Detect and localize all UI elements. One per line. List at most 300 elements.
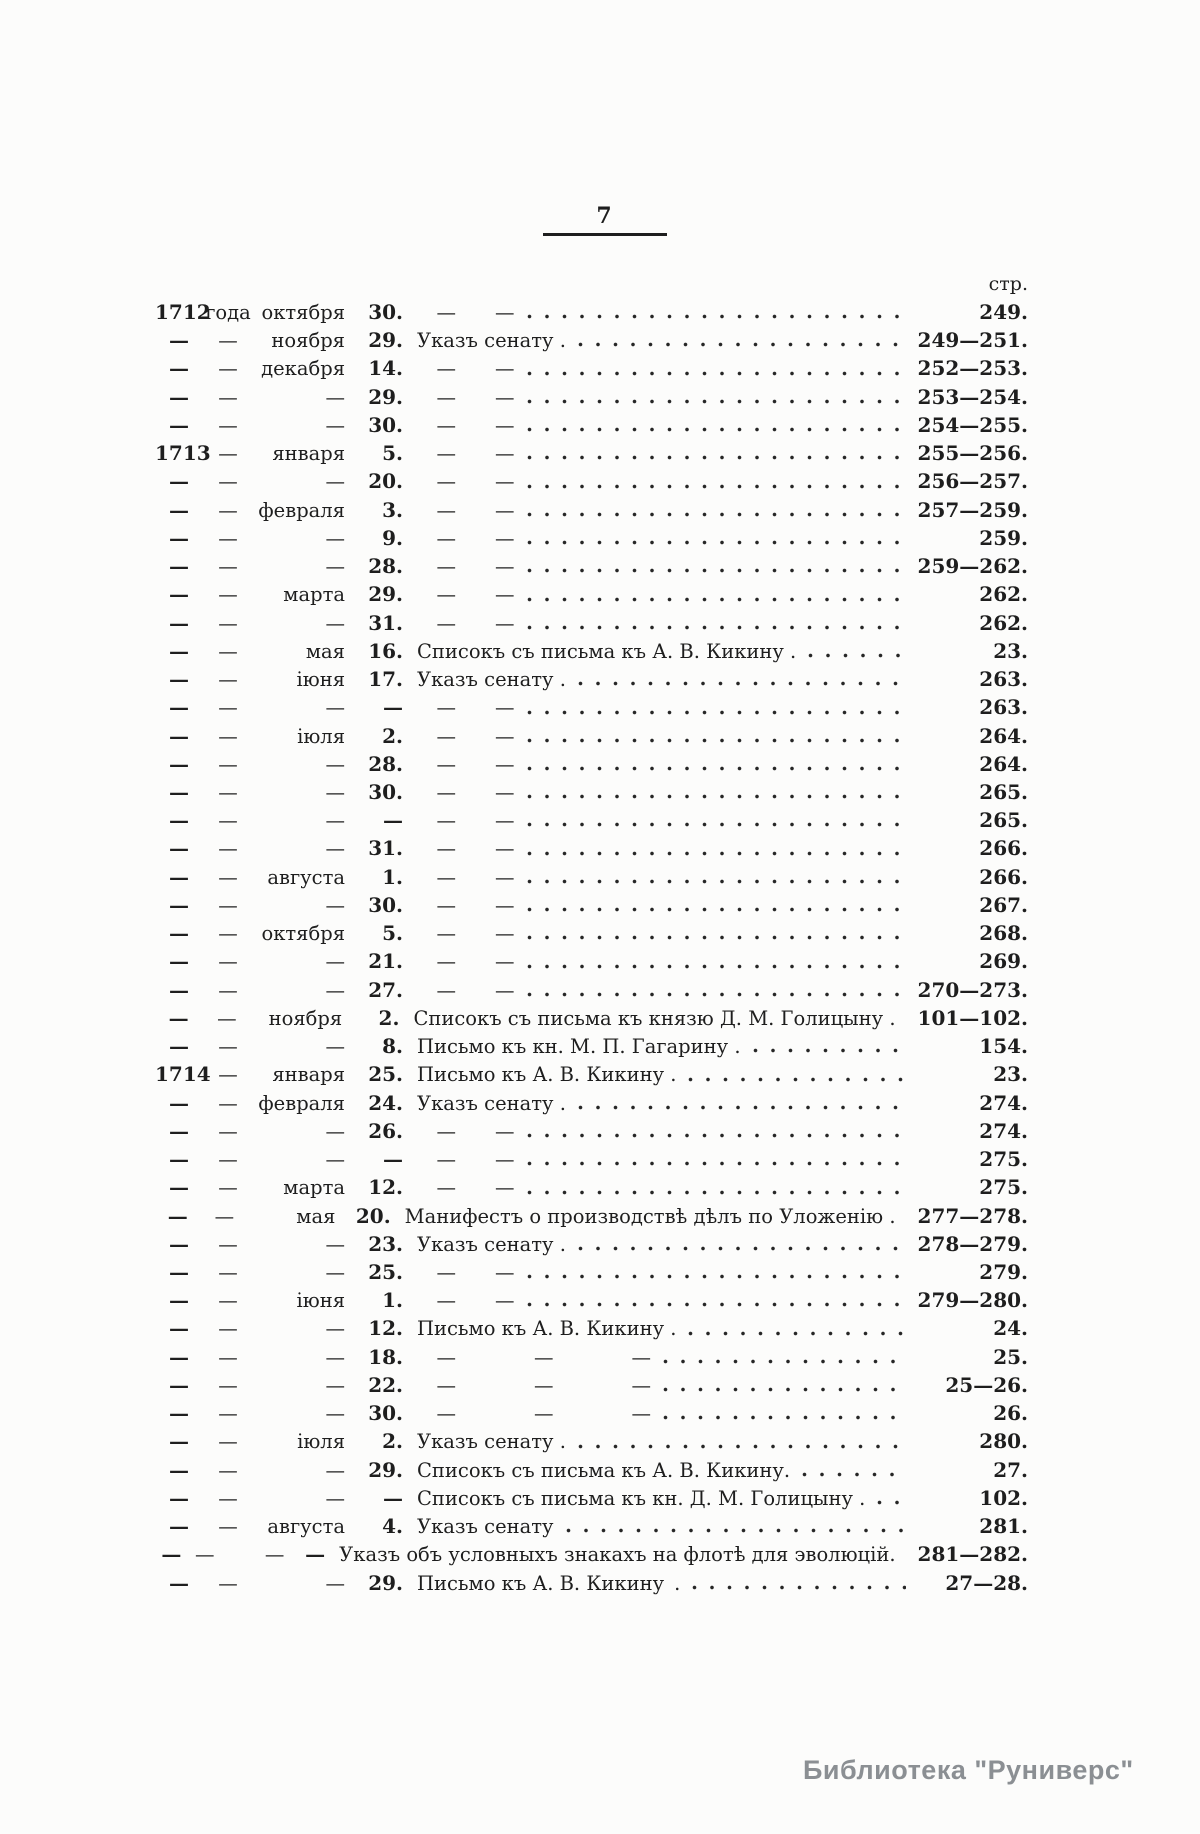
dot-leader [527,992,907,997]
toc-year: — [169,497,189,522]
toc-page: 274. [979,1118,1028,1143]
toc-year-word: — [218,526,238,550]
toc-day: 24. [368,1090,403,1115]
toc-year-word: — [218,639,238,663]
toc-day: 31. [368,836,403,861]
toc-year: — [169,1514,189,1539]
dot-leader [527,1133,907,1138]
dot-leader [527,766,907,771]
toc-day: 30. [368,412,403,437]
toc-month: — [325,1148,345,1172]
toc-day: 29. [368,582,403,607]
toc-title: — — [417,583,515,607]
toc-year: — [169,384,189,409]
toc-year: — [169,921,189,946]
toc-page: 259. [979,525,1028,550]
toc-year: — [168,1005,189,1030]
toc-title: — — [417,724,515,748]
toc-title: — — [417,696,515,720]
toc-year: — [169,892,189,917]
toc-year-word: — [218,555,238,579]
toc-page: 263. [979,667,1028,692]
toc-month: іюля [297,724,345,748]
dot-leader [663,1359,906,1364]
page-number-header [0,203,1200,229]
toc-title: — — [417,1148,515,1172]
toc-year-word: — [218,1317,238,1341]
toc-year: — [169,723,189,748]
toc-page: 259—262. [917,554,1028,579]
toc-day: 12. [368,1316,403,1341]
toc-year-word: — [218,1260,238,1284]
toc-title: — — [417,780,515,804]
toc-page: 264. [979,723,1028,748]
toc-title: — — — [417,1345,651,1369]
toc-day: — [383,808,403,833]
toc-page: 154. [979,1034,1028,1059]
toc-row [155,298,1030,326]
toc-month: — [264,1543,285,1567]
toc-title: Списокъ съ письма къ князю Д. М. Голицыну . [413,1006,896,1030]
toc-row [155,750,1030,778]
toc-page: 267. [979,892,1028,917]
toc-row [155,354,1030,382]
toc-year-word: — [218,498,238,522]
dot-leader [753,1048,906,1053]
dot-leader [527,625,907,630]
toc-row [155,1202,1030,1230]
toc-day: 5. [382,441,403,466]
toc-page: 102. [979,1485,1028,1510]
toc-title: Указъ сенату . [417,668,566,692]
toc-year-word: — [218,470,238,494]
toc-page: 269. [979,949,1028,974]
dot-leader [527,738,907,743]
dot-leader [527,512,907,517]
toc-day: 29. [368,1570,403,1595]
toc-year: — [169,1457,189,1482]
toc-year-word: — [218,442,238,466]
toc-title: Письмо къ А. В. Кикину . [417,1571,681,1595]
toc-year: — [169,412,189,437]
toc-month: — [325,950,345,974]
toc-month: — [325,1486,345,1510]
toc-month: января [272,442,345,466]
toc-day: 25. [368,1062,403,1087]
toc-year: — [169,977,189,1002]
toc-row [155,1484,1030,1512]
toc-year: — [169,1570,189,1595]
toc-day: 30. [368,779,403,804]
toc-row [155,1004,1030,1032]
toc-row [155,919,1030,947]
toc-year: — [169,949,189,974]
toc-page: 253—254. [917,384,1028,409]
dot-leader [527,1161,907,1166]
toc-year-word: — [218,809,238,833]
toc-title: Письмо къ кн. М. П. Гагарину . [417,1035,741,1059]
toc-day: — [383,695,403,720]
toc-month: — [325,893,345,917]
toc-page: 256—257. [917,469,1028,494]
toc-page: 249—251. [917,328,1028,353]
toc-year: — [169,1034,189,1059]
toc-month: — [325,1260,345,1284]
toc-year: — [169,1231,189,1256]
toc-row [155,1399,1030,1427]
toc-row [155,1512,1030,1540]
dot-leader [527,794,907,799]
toc-month: февраля [258,498,345,522]
toc-month: мая [296,1204,336,1228]
toc-day: 18. [368,1344,403,1369]
toc-page: 26. [993,1401,1028,1426]
toc-year: — [169,1118,189,1143]
toc-year-word: — [218,1091,238,1115]
toc-title: — — [417,1176,515,1200]
toc-row [155,1540,1030,1568]
toc-day: 5. [382,921,403,946]
toc-page: 280. [979,1429,1028,1454]
toc-month: іюня [296,668,345,692]
toc-row [155,834,1030,862]
toc-year: — [169,864,189,889]
toc-year-word: — [194,1543,215,1567]
toc-page: 266. [979,864,1028,889]
toc-day: 29. [368,1457,403,1482]
dot-leader [802,1472,906,1477]
toc-month: — [325,385,345,409]
dot-leader [688,1077,906,1082]
toc-year: — [169,808,189,833]
toc-row [155,637,1030,665]
toc-day: 17. [368,667,403,692]
library-watermark: Библиотека "Руниверс" [803,1755,1134,1785]
toc-day: 3. [382,497,403,522]
toc-year: — [169,1288,189,1313]
toc-month: февраля [258,1091,345,1115]
toc-page: 264. [979,751,1028,776]
toc-day: — [305,1542,326,1567]
toc-page: 275. [979,1147,1028,1172]
toc-day: 28. [368,554,403,579]
toc-year: — [169,1372,189,1397]
toc-day: 20. [368,469,403,494]
toc-row [155,806,1030,834]
toc-page: 255—256. [917,441,1028,466]
toc-row [155,722,1030,750]
toc-row [155,891,1030,919]
toc-year: — [169,1316,189,1341]
toc-title: — — [417,442,515,466]
toc-year-word: — [218,583,238,607]
dot-leader [808,653,906,658]
page-number: 7 [596,203,612,229]
toc-month: января [272,1063,345,1087]
toc-page: 27. [993,1457,1028,1482]
dot-leader [578,342,906,347]
toc-row [155,976,1030,1004]
toc-row [155,1060,1030,1088]
dot-leader [527,455,907,460]
dot-leader [527,427,907,432]
toc-year: — [169,1344,189,1369]
toc-page: 249. [979,300,1028,324]
toc-year-word: — [218,696,238,720]
toc-day: 2. [382,1429,403,1454]
toc-page: 262. [979,582,1028,607]
toc-month: — [325,1232,345,1256]
toc-year-word: — [218,978,238,1002]
dot-leader [527,597,907,602]
toc-month: — [325,696,345,720]
toc-month: — [325,470,345,494]
toc-year-word: — [218,1176,238,1200]
toc-day: 25. [368,1259,403,1284]
toc-day: 22. [368,1372,403,1397]
toc-page: 270—273. [917,977,1028,1002]
toc-title: — — [417,865,515,889]
toc-day: 9. [382,525,403,550]
toc-year: — [169,328,189,353]
toc-row [155,609,1030,637]
toc-row [155,326,1030,354]
toc-year-word: — [218,922,238,946]
toc-year-word: — [218,385,238,409]
toc-month: мая [305,639,345,663]
toc-row [155,580,1030,608]
toc-page: 265. [979,779,1028,804]
toc-year: — [169,1175,189,1200]
dot-leader [527,822,907,827]
toc-page: 27—28. [945,1570,1028,1595]
toc-year: — [169,525,189,550]
toc-row [155,863,1030,891]
toc-month: — [325,1035,345,1059]
dot-leader [688,1331,906,1336]
toc-year-word: — [218,780,238,804]
dot-leader [527,907,907,912]
toc-title: Указъ сенату . [417,1232,566,1256]
toc-page: 254—255. [917,412,1028,437]
toc-month: іюня [296,1289,345,1313]
toc-day: 1. [382,864,403,889]
toc-day: 14. [368,356,403,381]
toc-row [155,383,1030,411]
toc-day: 12. [368,1175,403,1200]
toc-month: — [325,1119,345,1143]
toc-year-word: — [218,1148,238,1172]
dot-leader [527,568,907,573]
toc-year: — [169,356,189,381]
toc-row [155,411,1030,439]
toc-month: — [325,752,345,776]
toc-month: — [325,1345,345,1369]
toc-year-word: — [218,837,238,861]
toc-title: — — [417,950,515,974]
toc-row [155,1230,1030,1258]
toc-page: 263. [979,695,1028,720]
toc-day: 2. [378,1005,400,1030]
toc-year-word: — [218,1373,238,1397]
toc-year: 1714 [155,1062,211,1087]
toc-month: — [325,1317,345,1341]
toc-day: 29. [368,384,403,409]
toc-year-word: — [218,329,238,353]
toc-day: 16. [368,638,403,663]
table-of-contents [155,270,1030,1597]
toc-year-word: — [218,893,238,917]
toc-day: 28. [368,751,403,776]
toc-year-word: — [218,1430,238,1454]
toc-title: Манифестъ о производствѣ дѣлъ по Уложенію . [404,1204,896,1228]
toc-year-word: — [218,1119,238,1143]
toc-title: — — — [417,1402,651,1426]
toc-month: декабря [261,357,345,381]
toc-title: Указъ сенату [417,1515,554,1539]
toc-month: августа [267,1515,345,1539]
dot-leader [527,851,907,856]
toc-year-word: — [218,357,238,381]
toc-row [155,1314,1030,1342]
toc-page: 265. [979,808,1028,833]
toc-day: 23. [368,1231,403,1256]
dot-leader [527,484,907,489]
toc-year-word: — [218,1486,238,1510]
toc-day: 20. [355,1203,391,1228]
dot-leader [527,314,907,319]
toc-title: — — [417,837,515,861]
toc-title: Письмо къ А. В. Кикину . [417,1063,677,1087]
toc-year-word: — [218,1063,238,1087]
toc-year: — [169,582,189,607]
toc-page: 275. [979,1175,1028,1200]
toc-title: — — [417,301,515,324]
toc-page: 278—279. [917,1231,1028,1256]
toc-year-word: — [218,611,238,635]
toc-title: — — [417,526,515,550]
dot-leader [566,1528,907,1533]
toc-year-word: — [218,752,238,776]
toc-title: — — [417,413,515,437]
toc-day: 2. [382,723,403,748]
toc-year: — [169,1485,189,1510]
toc-year: — [161,1542,182,1567]
toc-title: — — [417,555,515,579]
toc-month: марта [283,1176,345,1200]
toc-page: 257—259. [917,497,1028,522]
toc-day: 31. [368,610,403,635]
toc-year: — [169,1401,189,1426]
toc-page: 23. [993,638,1028,663]
toc-page: 25. [993,1344,1028,1369]
toc-page: 24. [993,1316,1028,1341]
toc-year-word: — [218,1458,238,1482]
dot-leader [527,879,907,884]
toc-title: — — [417,357,515,381]
toc-row [155,1258,1030,1286]
dot-leader [877,1500,906,1505]
dot-leader [663,1415,906,1420]
toc-year-word: — [218,1232,238,1256]
toc-year-word: — [218,668,238,692]
toc-title: Письмо къ А. В. Кикину . [417,1317,677,1341]
toc-row [155,665,1030,693]
toc-page: 279—280. [917,1288,1028,1313]
toc-title: — — [417,809,515,833]
toc-title: — — [417,1289,515,1313]
toc-day: 30. [368,892,403,917]
toc-year: — [167,1203,188,1228]
toc-page: 23. [993,1062,1028,1087]
toc-year: — [169,779,189,804]
toc-month: ноября [268,1006,343,1030]
toc-page: 268. [979,921,1028,946]
toc-day: 30. [368,1401,403,1426]
toc-title: — — [417,1260,515,1284]
toc-year: — [169,751,189,776]
toc-row [155,467,1030,495]
dot-leader [578,1444,906,1449]
toc-rows [155,298,1030,1597]
toc-page: 281—282. [917,1542,1028,1567]
toc-year: 1712 [155,300,211,324]
toc-month: ноября [271,329,345,353]
toc-page: 266. [979,836,1028,861]
toc-row [155,1173,1030,1201]
toc-title: — — [417,385,515,409]
toc-page: 252—253. [917,356,1028,381]
toc-year-word: — [218,413,238,437]
toc-row [155,496,1030,524]
toc-row [155,1343,1030,1371]
toc-title: — — [417,470,515,494]
toc-row [155,778,1030,806]
toc-row [155,439,1030,467]
toc-row [155,524,1030,552]
toc-year: — [169,554,189,579]
toc-row [155,1456,1030,1484]
toc-title: — — [417,611,515,635]
dot-leader [527,1274,907,1279]
toc-month: октября [261,301,345,324]
dot-leader [692,1585,906,1590]
toc-month: — [325,555,345,579]
toc-row [155,947,1030,975]
toc-title: — — [417,978,515,1002]
toc-year: — [169,638,189,663]
toc-month: октября [261,922,345,946]
toc-day: 8. [382,1034,403,1059]
toc-title: Списокъ съ письма къ А. В. Кикину. [417,1458,791,1482]
toc-month: іюля [297,1430,345,1454]
toc-year-word: года [205,301,251,324]
toc-year: — [169,1147,189,1172]
toc-page: 281. [979,1514,1028,1539]
toc-month: августа [267,865,345,889]
dot-leader [527,710,907,715]
toc-month: — [325,1571,345,1595]
toc-row [155,1286,1030,1314]
toc-month: — [325,1402,345,1426]
dot-leader [578,1105,906,1110]
toc-day: 27. [368,977,403,1002]
toc-year: — [169,469,189,494]
toc-month: — [325,1373,345,1397]
toc-title: — — [417,498,515,522]
toc-year: — [169,667,189,692]
toc-month: — [325,611,345,635]
